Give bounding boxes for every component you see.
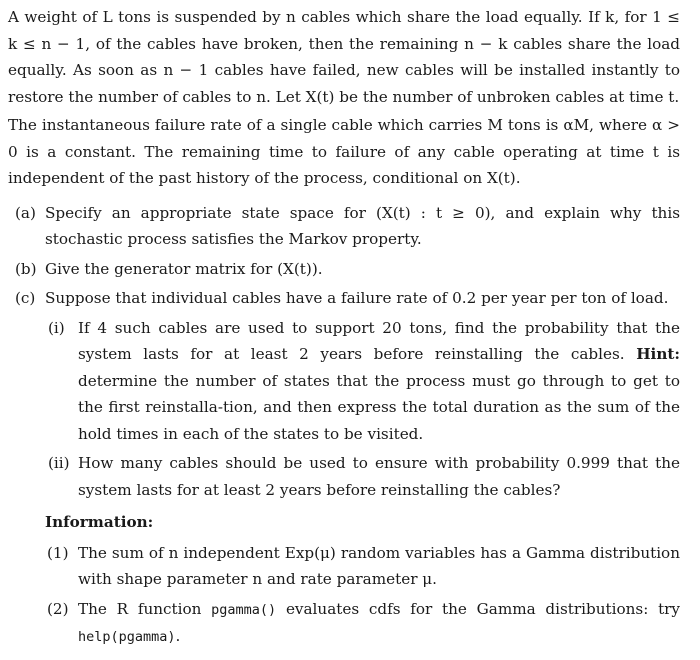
code-pgamma: pgamma() (211, 601, 277, 618)
information-heading: Information: (45, 513, 154, 531)
info-item-2-text-after: . (175, 627, 181, 645)
info-item-1-label: (1) (47, 543, 69, 562)
part-b-text: Give the generator matrix for (X(t)). (45, 259, 323, 278)
code-help-pgamma: help(pgamma) (78, 629, 176, 645)
hint-text: determine the number of states that the process must go through to get to the first reinstalla-tion, and then express the total duration as the sum of the hold times in each of the states to be visited. (78, 371, 680, 443)
hint-label: Hint: (636, 345, 680, 363)
part-c-label: (c) (15, 289, 36, 307)
part-c-i-text: If 4 such cables are used to support 20 tons, find the probability that the system lasts for at least 2 years before reinstalling the cables. (78, 318, 680, 363)
info-item-2-text-middle: evaluates cdfs for the Gamma distributions: try (285, 599, 681, 618)
part-b (8, 256, 680, 283)
info-item-1 (8, 540, 680, 593)
info-item-1-text: The sum of n independent Exp(μ) random variables has a Gamma distribution with shape parameter n and rate parameter μ. (78, 543, 680, 588)
part-c-ii (8, 450, 680, 503)
part-a (8, 200, 680, 253)
failure-rate-paragraph: The instantaneous failure rate of a single cable which carries M tons is αM, where α > 0 is a constant. The remaining time to failure of any cable operating at time t is independent of the past history of the process, conditional on X(t). (8, 116, 680, 187)
part-b-label: (b) (15, 259, 37, 278)
part-c-text: Suppose that individual cables have a failure rate of 0.2 per year per ton of load. (45, 289, 669, 307)
part-c-i-label: (i) (48, 318, 65, 337)
part-c-i (8, 315, 680, 448)
part-c (8, 285, 680, 312)
part-c-ii-label: (ii) (48, 454, 70, 472)
part-a-text: Specify an appropriate state space for (X(t) : t ≥ 0), and explain why this stochastic process satisfies the Markov property. (45, 203, 680, 248)
part-c-ii-text: How many cables should be used to ensure with probability 0.999 that the system lasts for at least 2 years before reinstalling the cables? (78, 454, 680, 499)
info-item-2-label: (2) (47, 599, 69, 618)
info-item-2 (8, 596, 680, 651)
info-item-2-text-before: The R function (78, 599, 202, 618)
intro-paragraph: A weight of L tons is suspended by n cables which share the load equally. If k, for 1 ≤ k ≤ n − 1, of the cables have broken, then the remaining n − k cables share the load equally. As soon as n − 1 cables have failed, new cables will be installed instantly to restore the number of cables to n. Let X(t) be the number of unbroken cables at time t. (8, 8, 680, 106)
part-a-label: (a) (15, 203, 36, 222)
